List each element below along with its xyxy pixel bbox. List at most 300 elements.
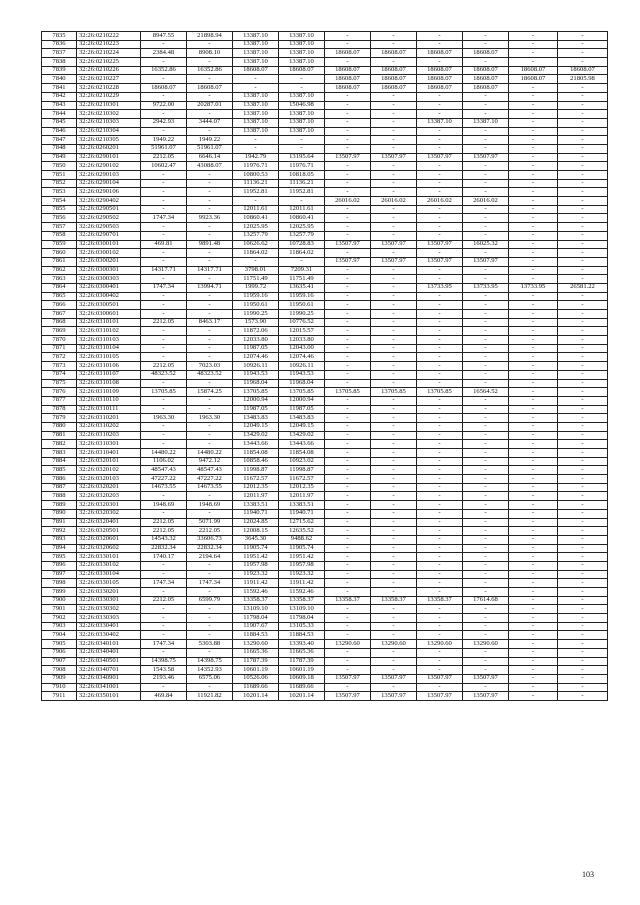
row-number-cell: 7867 <box>42 310 77 319</box>
value-cell: - <box>463 362 509 371</box>
value-cell: 10818.05 <box>279 171 325 180</box>
value-cell: 18608.07 <box>509 66 558 75</box>
cadastral-code-cell: 32:26:0340401 <box>77 648 141 657</box>
value-cell: 12015.57 <box>279 327 325 336</box>
value-cell: 18608.07 <box>141 84 187 93</box>
value-cell: 12012.35 <box>279 483 325 492</box>
value-cell: - <box>558 344 608 353</box>
value-cell: - <box>558 162 608 171</box>
value-cell: - <box>509 657 558 666</box>
cadastral-code-cell: 32:26:0310301 <box>77 440 141 449</box>
row-number-cell: 7888 <box>42 492 77 501</box>
table-row <box>42 648 608 657</box>
row-number-cell: 7852 <box>42 179 77 188</box>
value-cell: - <box>417 144 463 153</box>
value-cell: - <box>558 144 608 153</box>
cadastral-code-cell: 32:26:0330401 <box>77 622 141 631</box>
value-cell: - <box>141 683 187 692</box>
value-cell: - <box>417 205 463 214</box>
value-cell: - <box>463 422 509 431</box>
cadastral-code-cell: 32:26:0310110 <box>77 396 141 405</box>
value-cell: 11987.05 <box>233 405 279 414</box>
table-body <box>42 32 608 701</box>
value-cell: - <box>141 605 187 614</box>
value-cell: - <box>558 40 608 49</box>
value-cell: 9722.00 <box>141 101 187 110</box>
value-cell: - <box>463 370 509 379</box>
value-cell: - <box>463 483 509 492</box>
value-cell: - <box>141 405 187 414</box>
value-cell: - <box>558 58 608 67</box>
value-cell: 12049.15 <box>279 422 325 431</box>
value-cell: - <box>463 449 509 458</box>
value-cell: - <box>417 327 463 336</box>
value-cell: - <box>558 118 608 127</box>
value-cell: 13507.97 <box>463 692 509 701</box>
value-cell: - <box>463 527 509 536</box>
value-cell: 10926.11 <box>279 362 325 371</box>
value-cell: - <box>371 336 417 345</box>
table-row <box>42 336 608 345</box>
value-cell: 1573.90 <box>233 318 279 327</box>
table-row <box>42 666 608 675</box>
value-cell: - <box>371 579 417 588</box>
value-cell: - <box>558 110 608 119</box>
row-number-cell: 7837 <box>42 49 77 58</box>
value-cell: - <box>463 171 509 180</box>
value-cell: 13195.64 <box>279 153 325 162</box>
value-cell: 14673.55 <box>141 483 187 492</box>
value-cell: - <box>417 535 463 544</box>
value-cell: 13429.02 <box>279 431 325 440</box>
value-cell: - <box>417 588 463 597</box>
row-number-cell: 7874 <box>42 370 77 379</box>
cadastral-code-cell: 32:26:0300401 <box>77 283 141 292</box>
cadastral-code-cell: 32:26:0310103 <box>77 336 141 345</box>
row-number-cell: 7907 <box>42 657 77 666</box>
cadastral-code-cell: 32:26:0330102 <box>77 561 141 570</box>
value-cell: 13507.97 <box>417 674 463 683</box>
value-cell: 11952.81 <box>233 188 279 197</box>
table-row <box>42 101 608 110</box>
row-number-cell: 7851 <box>42 171 77 180</box>
value-cell: 18608.07 <box>371 66 417 75</box>
value-cell: 1106.02 <box>141 457 187 466</box>
value-cell: - <box>463 666 509 675</box>
value-cell: - <box>558 223 608 232</box>
cadastral-code-cell: 32:26:0310201 <box>77 414 141 423</box>
value-cell: - <box>417 544 463 553</box>
value-cell: 12000.94 <box>279 396 325 405</box>
value-cell: 12025.95 <box>279 223 325 232</box>
value-cell: 13383.51 <box>233 501 279 510</box>
value-cell: - <box>371 327 417 336</box>
row-number-cell: 7850 <box>42 162 77 171</box>
value-cell: - <box>187 58 233 67</box>
table-row <box>42 310 608 319</box>
value-cell: 10201.14 <box>233 692 279 701</box>
value-cell: 1948.69 <box>187 501 233 510</box>
value-cell: - <box>325 266 371 275</box>
value-cell: - <box>325 327 371 336</box>
value-cell: 18608.07 <box>371 49 417 58</box>
value-cell: - <box>325 466 371 475</box>
value-cell: 13290.60 <box>233 640 279 649</box>
value-cell: 13109.10 <box>279 605 325 614</box>
table-row <box>42 370 608 379</box>
value-cell: 13705.85 <box>371 388 417 397</box>
value-cell: - <box>509 249 558 258</box>
row-number-cell: 7904 <box>42 631 77 640</box>
value-cell: 11968.04 <box>279 379 325 388</box>
table-row <box>42 396 608 405</box>
value-cell: - <box>558 518 608 527</box>
value-cell: - <box>187 336 233 345</box>
value-cell: - <box>371 370 417 379</box>
value-cell: 11689.66 <box>233 683 279 692</box>
value-cell: 13387.10 <box>279 40 325 49</box>
value-cell: 11787.39 <box>233 657 279 666</box>
value-cell: 13387.10 <box>279 92 325 101</box>
value-cell: - <box>325 405 371 414</box>
value-cell: - <box>463 588 509 597</box>
value-cell: 18608.07 <box>233 66 279 75</box>
cadastral-code-cell: 32:26:0300201 <box>77 257 141 266</box>
value-cell: - <box>279 136 325 145</box>
value-cell: - <box>463 683 509 692</box>
value-cell: 1963.30 <box>187 414 233 423</box>
value-cell: 13507.97 <box>371 240 417 249</box>
value-cell: 11957.98 <box>233 561 279 570</box>
value-cell: - <box>233 136 279 145</box>
value-cell: - <box>325 518 371 527</box>
value-cell: 13387.10 <box>233 58 279 67</box>
value-cell: - <box>463 214 509 223</box>
value-cell: - <box>417 275 463 284</box>
value-cell: - <box>141 631 187 640</box>
value-cell: 9472.12 <box>187 457 233 466</box>
value-cell: 11864.02 <box>279 249 325 258</box>
row-number-cell: 7865 <box>42 292 77 301</box>
table-row <box>42 622 608 631</box>
value-cell: - <box>509 518 558 527</box>
value-cell: - <box>371 171 417 180</box>
value-cell: - <box>417 110 463 119</box>
value-cell: 2384.48 <box>141 49 187 58</box>
value-cell: - <box>233 144 279 153</box>
table-row <box>42 275 608 284</box>
value-cell: 11950.61 <box>233 301 279 310</box>
value-cell: 13358.37 <box>417 596 463 605</box>
value-cell: - <box>417 422 463 431</box>
value-cell: - <box>417 405 463 414</box>
value-cell: - <box>509 92 558 101</box>
cadastral-code-cell: 32:26:0300101 <box>77 240 141 249</box>
value-cell: - <box>279 257 325 266</box>
value-cell: - <box>558 466 608 475</box>
value-cell: - <box>463 518 509 527</box>
row-number-cell: 7885 <box>42 466 77 475</box>
cadastral-code-cell: 32:26:0210225 <box>77 58 141 67</box>
value-cell: - <box>463 127 509 136</box>
value-cell: - <box>509 327 558 336</box>
value-cell: - <box>141 292 187 301</box>
value-cell: - <box>371 535 417 544</box>
table-row <box>42 561 608 570</box>
value-cell: 11968.04 <box>233 379 279 388</box>
value-cell: - <box>417 231 463 240</box>
value-cell: 26016.02 <box>417 197 463 206</box>
table-row <box>42 136 608 145</box>
value-cell: - <box>463 396 509 405</box>
value-cell: - <box>371 118 417 127</box>
value-cell: 11952.81 <box>279 188 325 197</box>
cadastral-code-cell: 32:26:0210226 <box>77 66 141 75</box>
cadastral-code-cell: 32:26:0320602 <box>77 544 141 553</box>
table-row <box>42 223 608 232</box>
value-cell: 1999.72 <box>233 283 279 292</box>
value-cell: 1543.58 <box>141 666 187 675</box>
value-cell: 43088.07 <box>187 162 233 171</box>
value-cell: - <box>509 32 558 41</box>
value-cell: - <box>509 344 558 353</box>
row-number-cell: 7835 <box>42 32 77 41</box>
table-row <box>42 518 608 527</box>
value-cell: 11884.53 <box>233 631 279 640</box>
table-row <box>42 466 608 475</box>
value-cell: - <box>325 283 371 292</box>
value-cell: 11911.42 <box>279 579 325 588</box>
value-cell: - <box>141 440 187 449</box>
value-cell: 22832.34 <box>141 544 187 553</box>
cadastral-code-cell: 32:26:0210302 <box>77 110 141 119</box>
value-cell: - <box>509 171 558 180</box>
value-cell: - <box>187 179 233 188</box>
value-cell: 11854.08 <box>279 449 325 458</box>
value-cell: - <box>509 379 558 388</box>
value-cell: - <box>417 292 463 301</box>
value-cell: - <box>509 353 558 362</box>
value-cell: 11798.04 <box>233 614 279 623</box>
row-number-cell: 7862 <box>42 266 77 275</box>
cadastral-code-cell: 32:26:0290502 <box>77 214 141 223</box>
value-cell: 13393.40 <box>279 640 325 649</box>
value-cell: - <box>558 692 608 701</box>
table-row <box>42 379 608 388</box>
row-number-cell: 7841 <box>42 84 77 93</box>
value-cell: 18608.07 <box>463 75 509 84</box>
value-cell: 3798.01 <box>233 266 279 275</box>
cadastral-code-cell: 32:26:0320601 <box>77 535 141 544</box>
value-cell: 13507.97 <box>371 674 417 683</box>
value-cell: - <box>558 414 608 423</box>
value-cell: - <box>558 205 608 214</box>
value-cell: - <box>417 179 463 188</box>
row-number-cell: 7871 <box>42 344 77 353</box>
table-row <box>42 535 608 544</box>
cadastral-code-cell: 32:26:0260201 <box>77 144 141 153</box>
value-cell: - <box>558 405 608 414</box>
table-row <box>42 692 608 701</box>
value-cell: - <box>325 101 371 110</box>
value-cell: - <box>325 588 371 597</box>
value-cell: - <box>417 32 463 41</box>
value-cell: - <box>463 301 509 310</box>
value-cell: 12012.35 <box>233 483 279 492</box>
table-row <box>42 596 608 605</box>
value-cell: - <box>558 240 608 249</box>
cadastral-code-cell: 32:26:0320203 <box>77 492 141 501</box>
value-cell: - <box>463 32 509 41</box>
value-cell: - <box>558 648 608 657</box>
value-cell: - <box>371 310 417 319</box>
value-cell: - <box>558 605 608 614</box>
value-cell: - <box>187 310 233 319</box>
value-cell: - <box>141 58 187 67</box>
table-row <box>42 188 608 197</box>
value-cell: 12025.95 <box>233 223 279 232</box>
value-cell: - <box>463 657 509 666</box>
value-cell: 12074.46 <box>279 353 325 362</box>
value-cell: 13635.41 <box>279 283 325 292</box>
table-row <box>42 283 608 292</box>
value-cell: 11959.16 <box>279 292 325 301</box>
value-cell: - <box>187 223 233 232</box>
value-cell: - <box>371 344 417 353</box>
value-cell: 18608.07 <box>417 66 463 75</box>
table-row <box>42 318 608 327</box>
value-cell: - <box>187 614 233 623</box>
value-cell: - <box>509 388 558 397</box>
cadastral-code-cell: 32:26:0310108 <box>77 379 141 388</box>
value-cell: - <box>463 535 509 544</box>
value-cell: - <box>558 336 608 345</box>
value-cell: 11923.32 <box>233 570 279 579</box>
value-cell: 10923.02 <box>279 457 325 466</box>
value-cell: 13387.10 <box>279 127 325 136</box>
value-cell: - <box>417 370 463 379</box>
value-cell: - <box>463 292 509 301</box>
value-cell: - <box>509 588 558 597</box>
cadastral-code-cell: 32:26:0320102 <box>77 466 141 475</box>
value-cell: - <box>509 509 558 518</box>
value-cell: - <box>371 544 417 553</box>
value-cell: - <box>463 440 509 449</box>
value-cell: - <box>509 640 558 649</box>
table-row <box>42 327 608 336</box>
value-cell: - <box>325 92 371 101</box>
value-cell: - <box>463 431 509 440</box>
value-cell: - <box>558 561 608 570</box>
value-cell: - <box>371 32 417 41</box>
value-cell: - <box>558 266 608 275</box>
cadastral-code-cell: 32:26:0290104 <box>77 179 141 188</box>
row-number-cell: 7908 <box>42 666 77 675</box>
value-cell: 1942.79 <box>233 153 279 162</box>
value-cell: 11136.21 <box>279 179 325 188</box>
value-cell: - <box>279 197 325 206</box>
row-number-cell: 7877 <box>42 396 77 405</box>
value-cell: 14480.22 <box>141 449 187 458</box>
value-cell: - <box>325 231 371 240</box>
value-cell: 16352.86 <box>187 66 233 75</box>
cadastral-code-cell: 32:26:0310202 <box>77 422 141 431</box>
value-cell: 6646.14 <box>187 153 233 162</box>
value-cell: - <box>187 292 233 301</box>
value-cell: - <box>463 544 509 553</box>
value-cell: 15046.98 <box>279 101 325 110</box>
value-cell: - <box>325 162 371 171</box>
value-cell: - <box>233 197 279 206</box>
value-cell: - <box>509 362 558 371</box>
value-cell: 13358.37 <box>325 596 371 605</box>
value-cell: - <box>279 84 325 93</box>
value-cell: - <box>371 657 417 666</box>
value-cell: - <box>417 266 463 275</box>
row-number-cell: 7878 <box>42 405 77 414</box>
value-cell: 1747.34 <box>141 283 187 292</box>
value-cell: 21898.94 <box>187 32 233 41</box>
value-cell: 12000.94 <box>233 396 279 405</box>
cadastral-code-cell: 32:26:0290102 <box>77 162 141 171</box>
value-cell: 12008.15 <box>233 527 279 536</box>
value-cell: - <box>187 127 233 136</box>
value-cell: 7209.31 <box>279 266 325 275</box>
value-cell: - <box>371 58 417 67</box>
value-cell: 1747.34 <box>187 579 233 588</box>
value-cell: - <box>558 666 608 675</box>
value-cell: - <box>325 179 371 188</box>
table-row <box>42 579 608 588</box>
row-number-cell: 7836 <box>42 40 77 49</box>
value-cell: - <box>141 379 187 388</box>
table-row <box>42 527 608 536</box>
value-cell: - <box>187 492 233 501</box>
row-number-cell: 7903 <box>42 622 77 631</box>
value-cell: 18608.07 <box>371 84 417 93</box>
value-cell: - <box>325 370 371 379</box>
value-cell: - <box>187 588 233 597</box>
cadastral-code-cell: 32:26:0290103 <box>77 171 141 180</box>
value-cell: - <box>187 344 233 353</box>
row-number-cell: 7902 <box>42 614 77 623</box>
value-cell: - <box>509 257 558 266</box>
value-cell: - <box>509 622 558 631</box>
value-cell: - <box>417 162 463 171</box>
table-row <box>42 49 608 58</box>
value-cell: - <box>509 648 558 657</box>
value-cell: - <box>325 144 371 153</box>
table-row <box>42 588 608 597</box>
row-number-cell: 7838 <box>42 58 77 67</box>
value-cell: 14398.75 <box>141 657 187 666</box>
value-cell: - <box>509 683 558 692</box>
value-cell: - <box>558 588 608 597</box>
value-cell: 8463.17 <box>187 318 233 327</box>
cadastral-code-cell: 32:26:0310104 <box>77 344 141 353</box>
value-cell: - <box>187 110 233 119</box>
value-cell: - <box>509 144 558 153</box>
value-cell: 469.84 <box>141 692 187 701</box>
value-cell: 13507.97 <box>371 153 417 162</box>
value-cell: 2212.05 <box>141 527 187 536</box>
value-cell: - <box>325 362 371 371</box>
row-number-cell: 7901 <box>42 605 77 614</box>
cadastral-code-cell: 32:26:0300501 <box>77 301 141 310</box>
value-cell: - <box>325 275 371 284</box>
row-number-cell: 7855 <box>42 205 77 214</box>
value-cell: 14673.55 <box>187 483 233 492</box>
